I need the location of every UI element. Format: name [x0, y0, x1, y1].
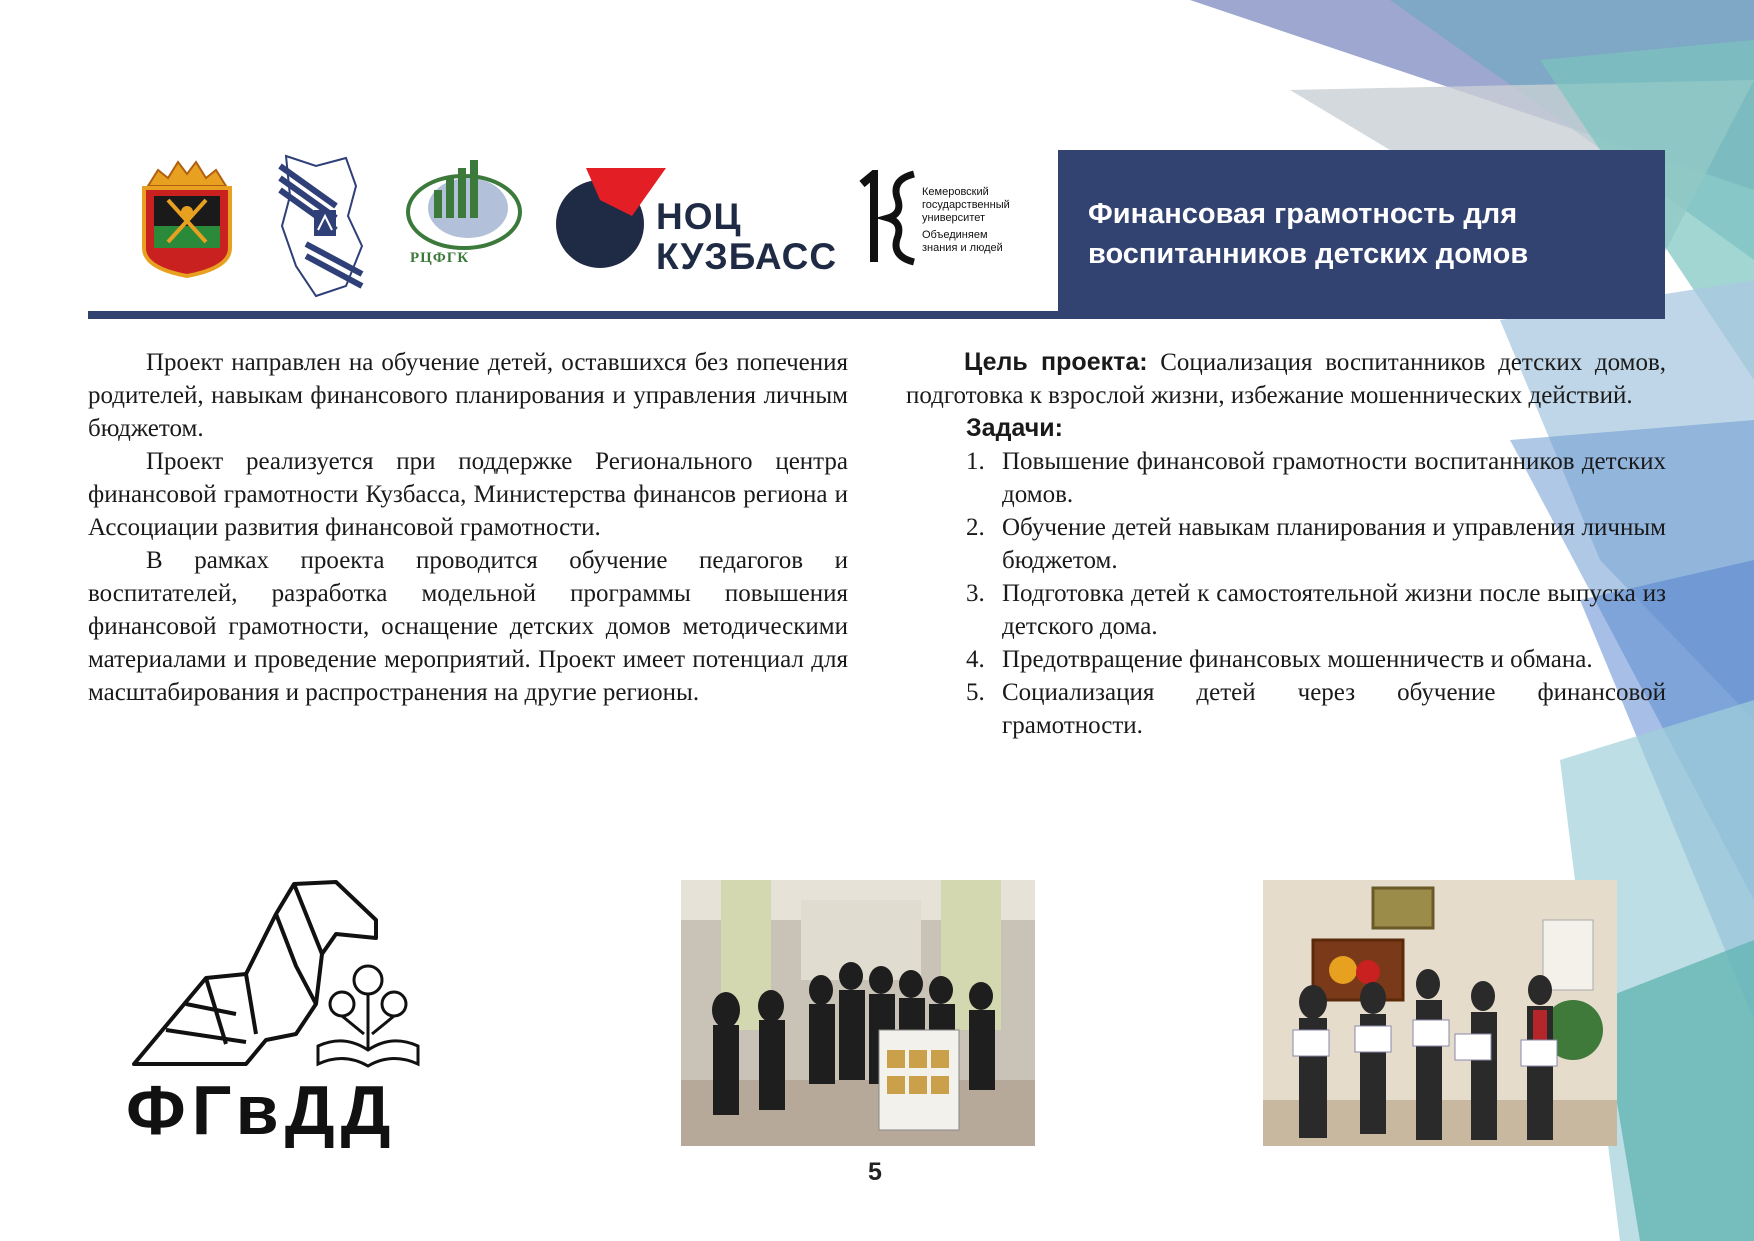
description-paragraph-2: Проект реализуется при поддержке Регионального центра финансовой грамотности Кузбасса, Министерства финансов региона и Ассоциации развития финансовой грамотности. — [88, 448, 848, 541]
noc-kuzbass-logo-icon — [556, 164, 668, 272]
kuzbass-coat-of-arms-icon — [138, 156, 236, 278]
goal-paragraph — [906, 346, 1666, 412]
page-number: 5 — [868, 1158, 882, 1186]
list-item: 1. Повышение финансовой грамотности воспитанников детских домов. — [966, 448, 1666, 508]
noc-kuzbass-label: НОЦ КУЗБАСС — [656, 196, 838, 277]
page-title: Финансовая грамотность для воспитанников детских домов — [1058, 150, 1665, 318]
list-item: 4. Предотвращение финансовых мошенничеств и обмана. — [966, 646, 1593, 673]
kemerovo-region-map-icon — [276, 146, 366, 298]
description-paragraph-3: В рамках проекта проводится обучение педагогов и воспитателей, разработка модельной программы повышения финансовой грамотности, оснащение детских домов методическими материалами и проведение мероприятий. Проект имеет потенциал для масштабирования и распространения на другие регионы. — [88, 547, 848, 706]
list-item: 2. Обучение детей навыкам планирования и управления личным бюджетом. — [966, 514, 1666, 574]
kemgu-slogan: Объединяем знания и людей — [922, 229, 1003, 254]
kemgu-label: Кемеровский государственный университет Объединяем знания и людей — [922, 186, 1042, 255]
kemgu-logo-icon — [858, 170, 922, 266]
group-photo-with-laptops — [681, 880, 1035, 1146]
project-goals — [906, 346, 1666, 742]
project-description — [88, 346, 848, 709]
description-paragraph-1: Проект направлен на обучение детей, оставшихся без попечения родителей, навыкам финансового планирования и управления личным бюджетом. — [88, 349, 848, 442]
goal-text: Социализация воспитанников детских домов, подготовка к взрослой жизни, избежание мошеннических действий. — [906, 349, 1667, 409]
list-item: 5. Социализация детей через обучение финансовой грамотности. — [966, 679, 1666, 739]
list-item: 3. Подготовка детей к самостоятельной жизни после выпуска из детского дома. — [966, 580, 1666, 640]
dinosaur-logo-icon — [126, 874, 426, 1070]
rcfgk-logo-icon — [402, 156, 528, 256]
group-photo-with-certificates — [1263, 880, 1617, 1146]
goal-label: Цель проекта: — [964, 348, 1148, 376]
project-logo-text: ФГвДД — [126, 1071, 397, 1149]
tasks-heading: Задачи: — [966, 414, 1063, 442]
tasks-list — [906, 445, 1666, 742]
rcfgk-label: РЦФГК — [410, 250, 470, 266]
